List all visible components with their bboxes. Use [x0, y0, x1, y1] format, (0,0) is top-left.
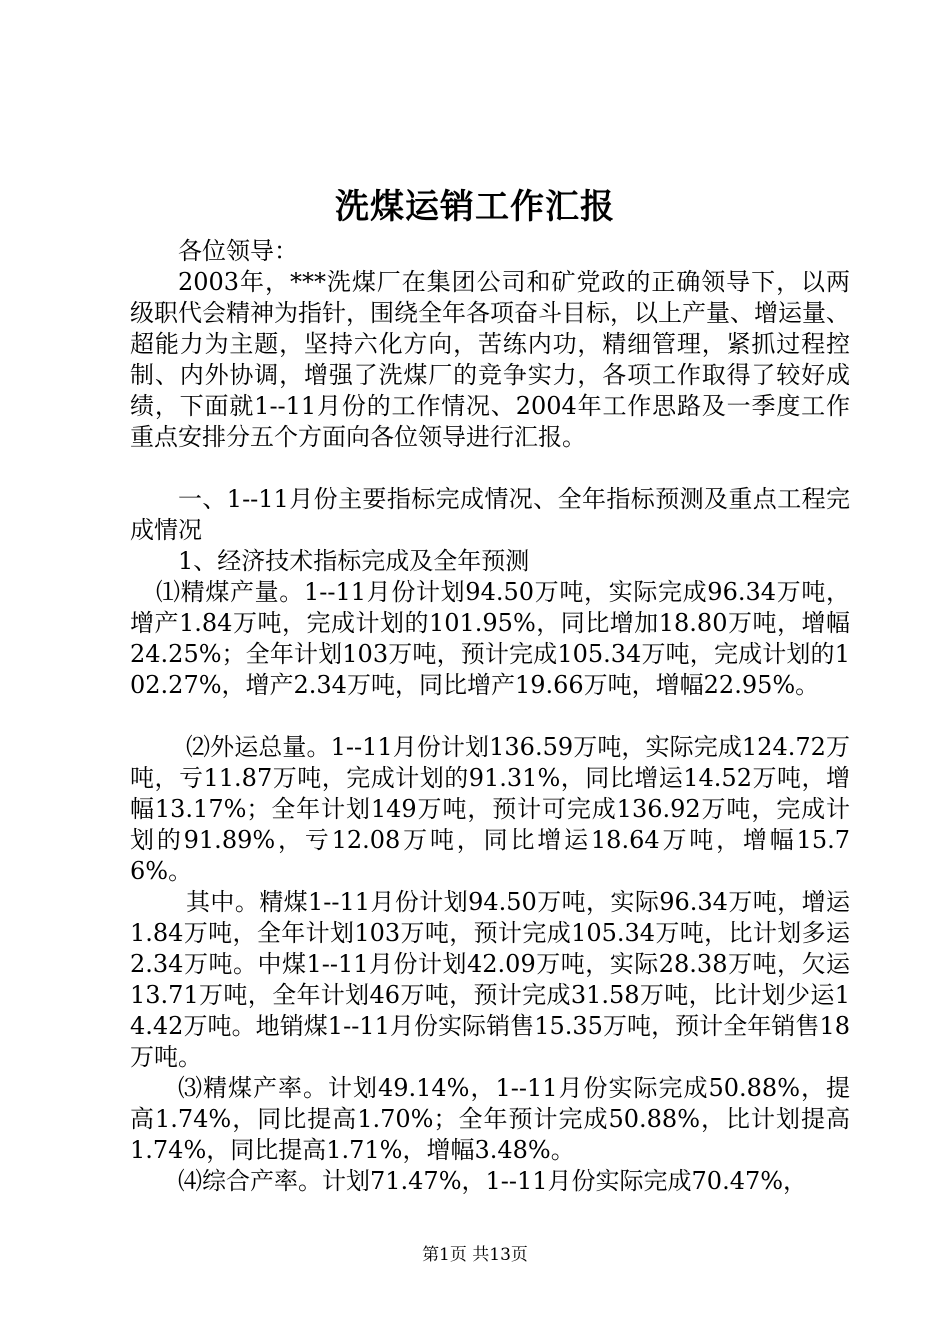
- salutation: 各位领导：: [178, 237, 298, 265]
- paragraph-overall-yield: ⑷综合产率。计划71.47%，1--11月份实际完成70.47%，: [178, 1167, 808, 1195]
- paragraph-clean-coal-yield: ⑶精煤产率。计划49.14%，1--11月份实际完成50.88%，提高1.74%，同比提高1.70%；全年预计完成50.88%，比计划提高1.74%，同比提高1.71%，增幅3.48%。: [130, 1074, 850, 1164]
- page-number: 第1页 共13页: [422, 1245, 528, 1265]
- paragraph-clean-coal-output: ⑴精煤产量。1--11月份计划94.50万吨，实际完成96.34万吨，增产1.84万吨，完成计划的101.95%，同比增加18.80万吨，增幅24.25%；全年计划103万吨，预计完成105.34万吨，完成计划的102.27%，增产2.34万吨，同比增产19.66万吨，增幅22.95%。: [130, 578, 850, 699]
- section-heading-1: 一、1--11月份主要指标完成情况、全年指标预测及重点工程完成情况: [130, 485, 850, 544]
- paragraph-shipment-breakdown: 其中。精煤1--11月份计划94.50万吨，实际96.34万吨，增运1.84万吨，全年计划103万吨，预计完成105.34万吨，比计划多运2.34万吨。中煤1--11月份计划42.09万吨，实际28.38万吨，欠运13.71万吨，全年计划46万吨，预计完成31.58万吨，比计划少运14.42万吨。地销煤1--11月份实际销售15.35万吨，预计全年销售18万吨。: [130, 888, 850, 1071]
- document-title: 洗煤运销工作汇报: [335, 187, 615, 227]
- paragraph-total-shipment: ⑵外运总量。1--11月份计划136.59万吨，实际完成124.72万吨，亏11.87万吨，完成计划的91.31%，同比增运14.52万吨，增幅13.17%；全年计划149万吨，预计可完成136.92万吨，完成计划的91.89%，亏12.08万吨，同比增运18.64万吨，增幅15.76%。: [130, 733, 850, 885]
- subsection-heading-1: 1、经济技术指标完成及全年预测: [178, 547, 530, 575]
- intro-paragraph: 2003年，***洗煤厂在集团公司和矿党政的正确领导下，以两级职代会精神为指针，围绕全年各项奋斗目标，以上产量、增运量、超能力为主题，坚持六化方向，苦练内功，精细管理，紧抓过程控制、内外协调，增强了洗煤厂的竞争实力，各项工作取得了较好成绩，下面就1--11月份的工作情况、2004年工作思路及一季度工作重点安排分五个方面向各位领导进行汇报。: [130, 268, 850, 451]
